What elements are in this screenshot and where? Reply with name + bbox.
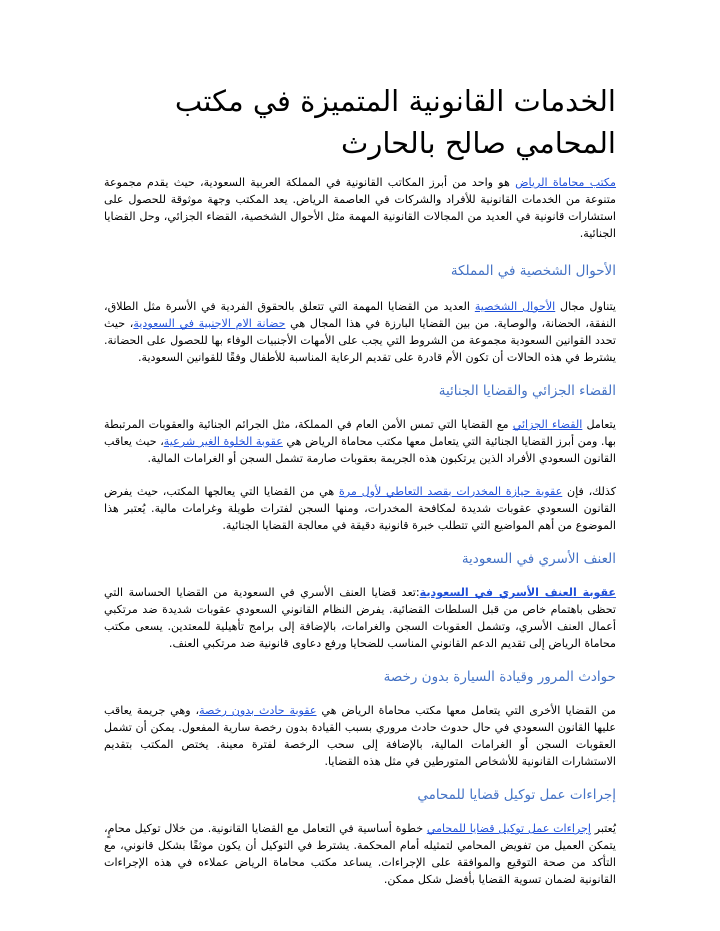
criminal-paragraph-2 bbox=[104, 483, 616, 534]
link-personal-status[interactable]: الأحوال الشخصية bbox=[474, 300, 556, 313]
heading-domestic-violence: العنف الأسري في السعودية bbox=[461, 551, 616, 567]
criminal-text-b: مع القضايا التي تمس الأمن العام في المملكة، مثل الجرائم الجنائية والعقوبات المرتبطة بها. ومن أبرز القضايا الجنائية التي يتعامل معها مكتب محاماة الرياض هي bbox=[104, 418, 617, 448]
heading-traffic-accidents: حوادث المرور وقيادة السيارة بدون رخصة bbox=[383, 669, 616, 685]
page-title: الخدمات القانونية المتميزة في مكتب المحامي صالح بالحارث bbox=[174, 84, 616, 160]
criminal-text-c: ، حيث يعاقب القانون السعودي الأفراد الذين يرتكبون هذه الجريمة بعقوبات صارمة تشمل السجن أو الغرامات المالية. bbox=[104, 435, 616, 465]
criminal-p2-text-b: هي من القضايا التي يعالجها المكتب، حيث يفرض القانون السعودي عقوبات شديدة لمكافحة المخدرات، ومنها السجن لفترات طويلة وغرامات مالية. يُعتبر هذا الموضوع من أهم المواضيع التي تتطلب خبرة قانونية دقيقة في معالجة القضايا الجنائية. bbox=[104, 485, 616, 532]
criminal-paragraph-1 bbox=[104, 416, 616, 467]
personal-status-paragraph bbox=[104, 298, 616, 366]
criminal-p2-text-a: كذلك، فإن bbox=[562, 485, 616, 498]
personal-text-c: ، حيث تحدد القوانين السعودية مجموعة من الشروط التي يجب على الأمهات الأجنبيات الوفاء بها للحصول على الحضانة. يشترط في هذه الحالات أن تكون الأم قادرة على تقديم الرعاية المناسبة للأطفال وفقًا للقوانين السعودية. bbox=[104, 317, 616, 364]
procedures-paragraph bbox=[104, 820, 616, 888]
personal-text-a: يتناول مجال bbox=[555, 300, 616, 313]
link-accident-without-license[interactable]: عقوبة حادث بدون رخصة bbox=[199, 704, 317, 717]
link-domestic-violence-penalty[interactable]: عقوبة العنف الأسري في السعودية bbox=[419, 586, 617, 599]
link-criminal-judiciary[interactable]: القضاء الجزائي bbox=[512, 418, 583, 431]
heading-personal-status: الأحوال الشخصية في المملكة bbox=[450, 263, 616, 279]
link-illegal-seclusion-penalty[interactable]: عقوبة الخلوة الغير شرعية bbox=[163, 435, 283, 448]
heading-criminal-judiciary: القضاء الجزائي والقضايا الجنائية bbox=[438, 383, 616, 399]
link-drug-possession-penalty[interactable]: عقوبة حيازة المخدرات بقصد التعاطي لأول مرة bbox=[338, 485, 563, 498]
link-riyadh-law-office[interactable]: مكتب محاماة الرياض bbox=[515, 176, 617, 189]
intro-text: هو واحد من أبرز المكاتب القانونية في المملكة العربية السعودية، حيث يقدم مجموعة متنوعة من الخدمات القانونية للأفراد والشركات في العاصمة الرياض. يعد المكتب وجهة موثوقة للحصول على استشارات قانونية في العديد من المجالات القانونية المهمة مثل الأحوال الشخصية، القضاء الجزائي، وحل القضايا الجنائية. bbox=[104, 176, 616, 240]
traffic-paragraph bbox=[104, 702, 616, 770]
traffic-text-a: من القضايا الأخرى التي يتعامل معها مكتب محاماة الرياض هي bbox=[316, 704, 616, 717]
procedures-text-b: خطوة أساسية في التعامل مع القضايا القانونية. من خلال توكيل محامٍ، يتمكن العميل من تفويض المحامي لتمثيله أمام المحكمة. يشترط في التوكيل أن يكون موثقًا بشكل قانوني، مع التأكد من صحة التوقيع والموافقة على الإجراءات. يساعد مكتب محاماة الرياض عملاءه في هذه الإجراءات القانونية لضمان تسوية القضايا بأفضل شكل ممكن. bbox=[104, 822, 616, 886]
procedures-text-a: يُعتبر bbox=[590, 822, 616, 835]
domestic-text: :تعد قضايا العنف الأسري في السعودية من القضايا الحساسة التي تحظى باهتمام خاص من قبل السلطات القضائية. يفرض النظام القانوني السعودي عقوبات شديدة ضد مرتكبي أعمال العنف الأسري، وتشمل العقوبات السجن والغرامات، بالإضافة إلى برامج تأهيلية للمعتدين. يسعى مكتب محاماة الرياض إلى تقديم الدعم القانوني المناسب للضحايا ورفع دعاوى قانونية ضد مرتكبي العنف. bbox=[104, 586, 616, 650]
link-foreign-mother-custody[interactable]: حضانة الام الاجنبية في السعودية bbox=[133, 317, 286, 330]
link-power-of-attorney-procedures[interactable]: إجراءات عمل توكيل قضايا للمحامي bbox=[426, 822, 591, 835]
domestic-violence-paragraph bbox=[104, 584, 616, 652]
criminal-text-a: يتعامل bbox=[582, 418, 616, 431]
intro-paragraph bbox=[104, 174, 616, 242]
personal-text-b: العديد من القضايا المهمة التي تتعلق بالحقوق الفردية في الأسرة مثل الطلاق، النفقة، الحضانة، والوصاية. من بين القضايا البارزة في هذا المجال هي bbox=[104, 300, 616, 330]
heading-power-of-attorney: إجراءات عمل توكيل قضايا للمحامي bbox=[417, 787, 616, 803]
traffic-text-b: ، وهي جريمة يعاقب عليها القانون السعودي في حال حدوث حادث مروري بسبب القيادة بدون رخصة سارية المفعول. يمكن أن تشمل العقوبات السجن أو الغرامات المالية، بالإضافة إلى سحب الرخصة لفترة معينة. يختص المكتب بتقديم الاستشارات القانونية للأشخاص المتورطين في مثل هذه القضايا. bbox=[104, 704, 616, 768]
